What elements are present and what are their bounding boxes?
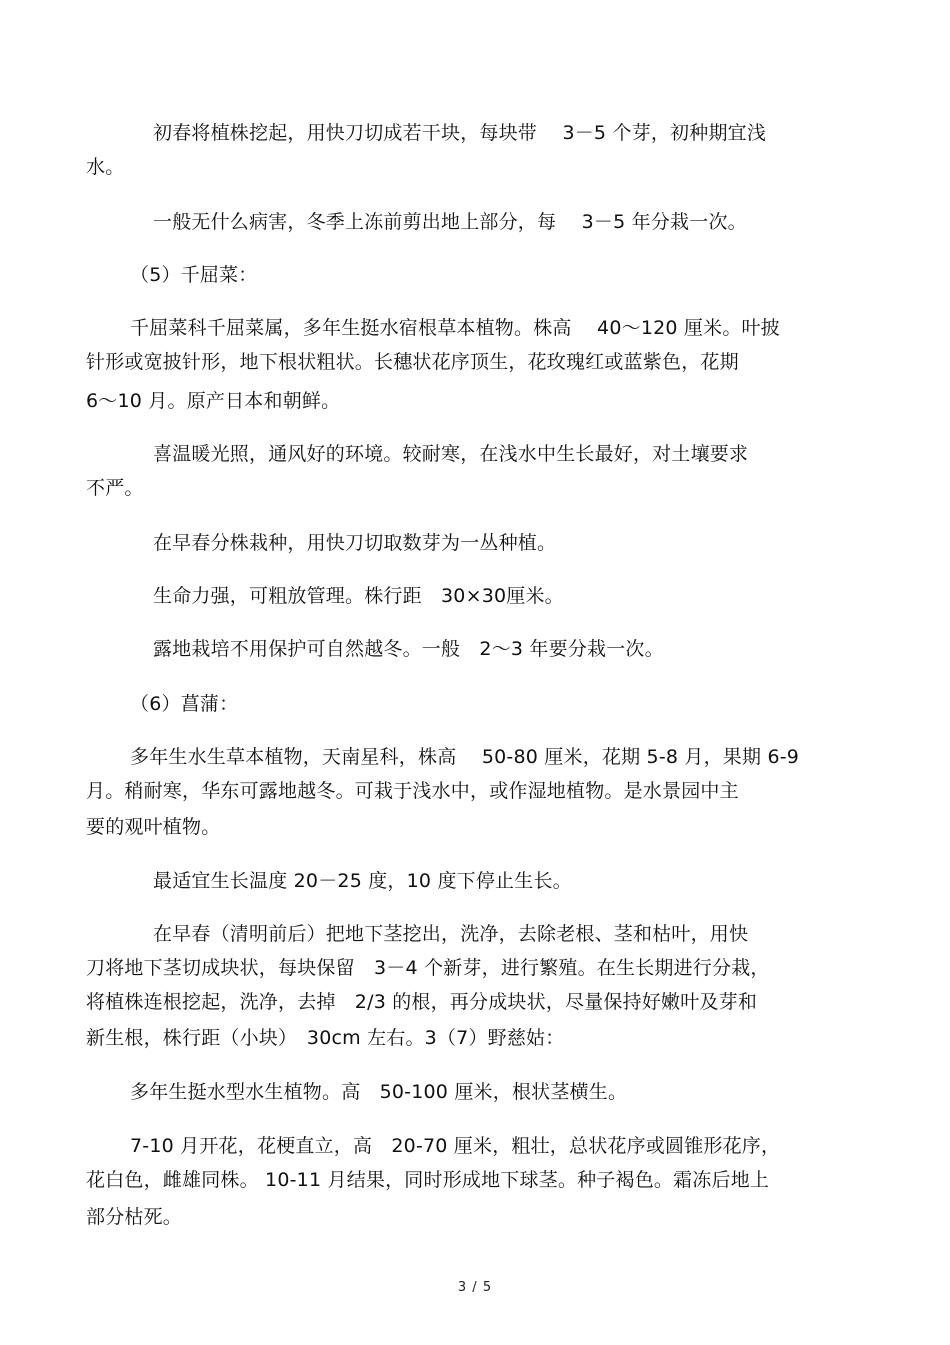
text-line: 月。稍耐寒，华东可露地越冬。可栽于浅水中，或作湿地植物。是水景园中主 (86, 780, 739, 802)
text-line: 水。 (86, 156, 125, 178)
text-line: 一般无什么病害，冬季上冻前剪出地上部分，每 3－5 年分栽一次。 (153, 211, 747, 233)
text-line: 将植株连根挖起，洗净，去掉 2/3 的根，再分成块状，尽量保持好嫩叶及芽和 (86, 991, 758, 1013)
text-line: 刀将地下茎切成块状，每块保留 3－4 个新芽，进行繁殖。在生长期进行分栽， (86, 957, 770, 979)
text-line: 部分枯死。 (86, 1206, 183, 1228)
text-line: 6～10 月。原产日本和朝鲜。 (86, 390, 341, 412)
text-line: 花白色，雌雄同株。 10-11 月结果，同时形成地下球茎。种子褐色。霜冻后地上 (86, 1169, 770, 1191)
text-line: 初春将植株挖起，用快刀切成若干块，每块带 3－5 个芽，初种期宜浅 (153, 122, 767, 144)
text-line: 新生根，株行距（小块） 30cm 左右。3（7）野慈姑： (86, 1027, 565, 1049)
text-line: 露地栽培不用保护可自然越冬。一般 2～3 年要分栽一次。 (153, 638, 664, 660)
text-line: 在早春（清明前后）把地下茎挖出，洗净，去除老根、茎和枯叶，用快 (153, 923, 749, 945)
text-line: 喜温暖光照，通风好的环境。较耐寒，在浅水中生长最好，对土壤要求 (153, 443, 749, 465)
text-line: 多年生水生草本植物，天南星科，株高 50-80 厘米，花期 5-8 月，果期 6-9 (130, 746, 800, 768)
text-line: 针形或宽披针形，地下根状粗状。长穗状花序顶生，花玫瑰红或蓝紫色，花期 (86, 351, 739, 373)
text-line: 生命力强，可粗放管理。株行距 30×30厘米。 (153, 585, 564, 607)
text-line: 多年生挺水型水生植物。高 50-100 厘米，根状茎横生。 (130, 1081, 628, 1103)
text-line: 在早春分株栽种，用快刀切取数芽为一丛种植。 (153, 532, 557, 554)
text-line: 最适宜生长温度 20－25 度，10 度下停止生长。 (153, 870, 572, 892)
text-line: 不严。 (86, 477, 144, 499)
section-heading: （6）菖蒲： (130, 693, 239, 715)
page-indicator: 3 / 5 (457, 1280, 493, 1295)
section-heading: （5）千屈菜： (130, 264, 258, 286)
text-line: 7-10 月开花，花梗直立，高 20-70 厘米，粗壮，总状花序或圆锥形花序， (130, 1135, 781, 1157)
text-line: 千屈菜科千屈菜属，多年生挺水宿根草本植物。株高 40～120 厘米。叶披 (130, 317, 780, 339)
text-line: 要的观叶植物。 (86, 816, 221, 838)
